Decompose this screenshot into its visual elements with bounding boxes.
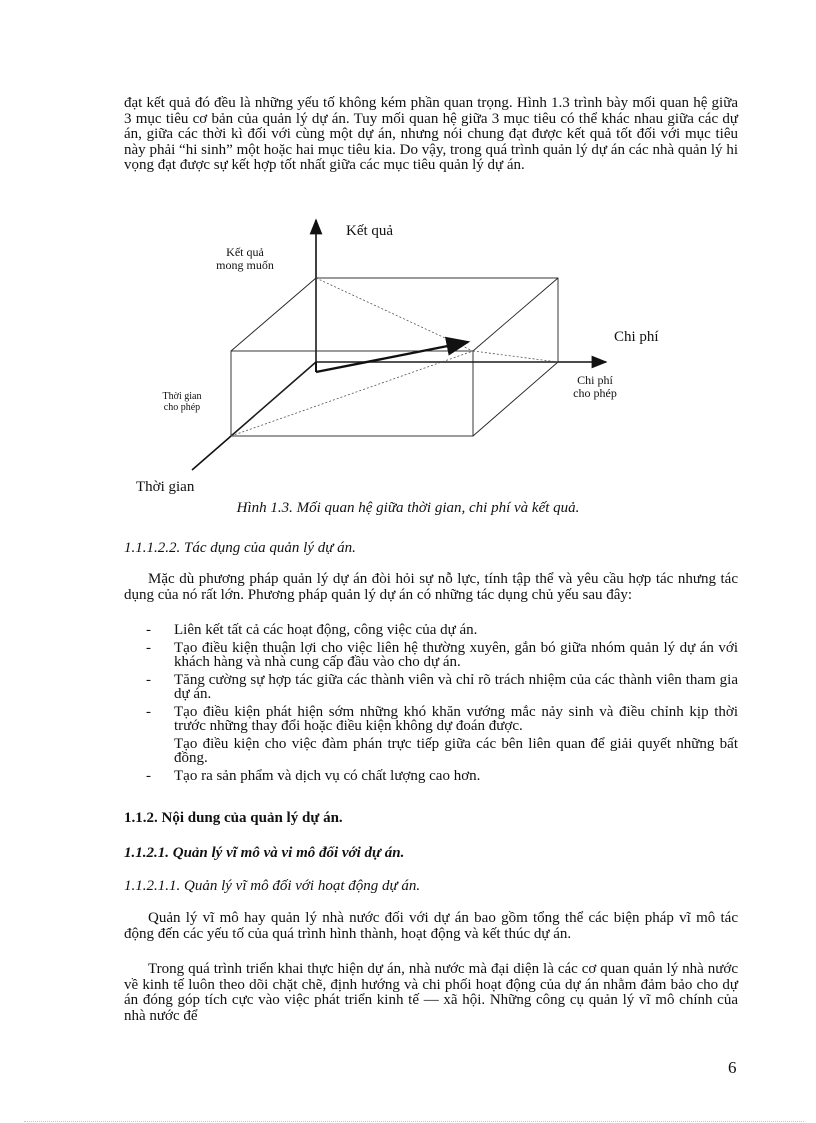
macro-paragraph-1: Quản lý vĩ mô hay quản lý nhà nước đối với dự án bao gồm tổng thể các biện pháp vĩ mô tác động đến các yếu tố của quá trình hình thành, hoạt động và kết thúc dự án. [124,910,738,942]
effects-heading: 1.1.1.2.2. Tác dụng của quản lý dự án. [124,540,356,556]
result-axis-label: Kết quả [346,223,394,239]
time-cost-result-diagram [0,0,816,500]
intro-paragraph: đạt kết quả đó đều là những yếu tố không kém phần quan trọng. Hình 1.3 trình bày mối quan hệ giữa 3 mục tiêu cơ bản của quản lý dự án. Tuy mối quan hệ giữa 3 mục tiêu có thể khác nhau giữa các dự án, giữa các thời kì đối với cùng một dự án, nhưng nói chung đạt được kết quả tốt đối với mục tiêu này phải “hi sinh” một hoặc hai mục tiêu kia. Do vậy, trong quá trình quản lý dự án các nhà quản lý hi vọng đạt được sự kết hợp tốt nhất giữa các mục tiêu quản lý dự án. [124,95,738,173]
list-item: - Tăng cường sự hợp tác giữa các thành viên và chỉ rõ trách nhiệm của các thành viên tham gia dự án. [146,671,738,702]
box-edge [231,362,316,436]
time-axis-label: Thời gian [136,479,195,495]
allowed-time-label [146,391,218,413]
list-item: - Tạo ra sản phẩm và dịch vụ có chất lượng cao hơn. [146,767,481,784]
macro-paragraph-2: Trong quá trình triển khai thực hiện dự án, nhà nước mà đại diện là các cơ quan quản lý nhà nước về kinh tế luôn theo dõi chặt chẽ, định hướng và chi phối hoạt động của dự án nhằm đảm bảo cho dự án đóng góp tích cực vào việc phát triển kinh tế — xã hội. Những công cụ quản lý vĩ mô chính của nhà nước để [124,961,738,1024]
combined-vector-arrow [316,342,468,372]
page-number: 6 [728,1058,737,1077]
allowed-time-line2: cho phép [163,402,201,413]
allowed-cost-label [557,374,633,400]
diagonal-guide [473,351,558,362]
desired-result-line1: Kết quả [226,245,264,259]
list-item: - Tạo điều kiện thuận lợi cho việc liên hệ thường xuyên, gắn bó giữa nhóm quản lý dự án với khách hàng và nhà cung cấp đầu vào cho dự án. [146,639,738,670]
page-footer-divider [24,1121,804,1122]
effects-list [146,623,738,786]
allowed-cost-line1: Chi phí [577,373,613,387]
macro-micro-heading: 1.1.2.1. Quản lý vĩ mô và vi mô đối với dự án. [124,845,405,861]
macro-management-heading: 1.1.2.1.1. Quản lý vĩ mô đối với hoạt động dự án. [124,878,421,894]
box-edge [231,278,316,351]
desired-result-label [205,246,285,272]
effects-paragraph: Mặc dù phương pháp quản lý dự án đòi hỏi sự nỗ lực, tính tập thể và yêu cầu hợp tác nhưng tác dụng của nó rất lớn. Phương pháp quản lý dự án có những tác dụng chủ yếu sau đây: [124,571,738,603]
list-item: - Tạo điều kiện phát hiện sớm những khó khăn vướng mắc nảy sinh và điều chỉnh kịp thời trước những thay đổi hoặc điều kiện không dự đoán được. [146,703,738,734]
list-item-continuation: Tạo điều kiện cho việc đàm phán trực tiếp giữa các bên liên quan để giải quyết những bất đồng. [174,735,738,766]
content-heading: 1.1.2. Nội dung của quản lý dự án. [124,810,343,826]
desired-result-line2: mong muốn [216,258,274,272]
box-edge [473,362,558,436]
cost-axis-label: Chi phí [614,329,659,345]
allowed-cost-line2: cho phép [573,386,617,400]
box-edge [473,278,558,351]
figure-caption: Hình 1.3. Mối quan hệ giữa thời gian, chi phí và kết quả. [236,500,580,516]
list-item: - Liên kết tất cả các hoạt động, công việc của dự án. [146,622,478,638]
allowed-time-line1: Thời gian [162,391,202,402]
diagonal-guide [316,278,473,351]
box-back-face [316,278,558,362]
